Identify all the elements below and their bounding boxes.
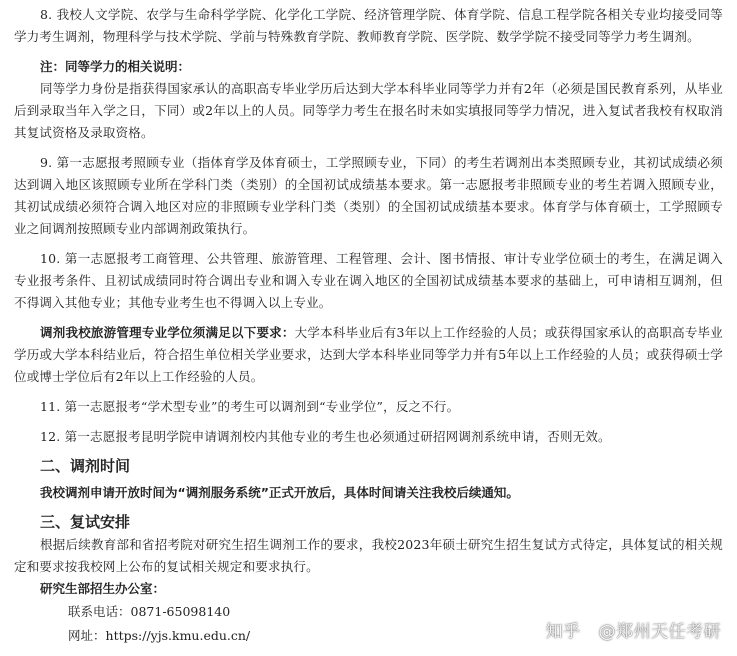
paragraph-11: 11. 第一志愿报考“学术型专业”的考生可以调剂到“专业学位”，反之不行。	[40, 399, 460, 414]
paragraph-8: 8. 我校人文学院、农学与生命科学学院、化学化工学院、经济管理学院、体育学院、信息工程学院各相关专业均接受同等学力考生调剂，物理科学与技术学院、学前与特殊教育学院、教师教育学院、医学院、数学学院不接受同等学力考生调剂。	[14, 7, 723, 44]
section-retest-body: 根据后续教育部和省招考院对研究生招生调剂工作的要求，我校2023年硕士研究生招生复试方式待定，具体复试的相关规定和要求按我校网上公布的复试相关规定和要求执行。	[14, 537, 723, 574]
watermark-separator	[587, 622, 593, 642]
note-body: 同等学力身份是指获得国家承认的高职高专毕业学历后达到大学本科毕业同等学力并有2年（必须是国民教育系列，从毕业后到录取当年入学之日，下同）或2年以上的人员。同等学力考生在报名时未如实填报同等学力情况，进入复试者我校有权取消其复试资格及录取资格。	[14, 81, 723, 140]
website-label: 网址：	[68, 628, 106, 643]
note-title: 注：同等学力的相关说明：	[40, 59, 191, 74]
section-adjustment-time-title: 二、调剂时间	[40, 457, 131, 475]
phone-label: 联系电话：	[68, 604, 131, 619]
website-link[interactable]: https://yjs.kmu.edu.cn/	[105, 628, 251, 643]
phone-value: 0871-65098140	[130, 604, 231, 619]
paragraph-12: 12. 第一志愿报考昆明学院申请调剂校内其他专业的考生也必须通过研招网调剂系统申请，否则无效。	[40, 429, 611, 444]
requirements-lead: 调剂我校旅游管理专业学位须满足以下要求：	[40, 325, 295, 340]
paragraph-9: 9. 第一志愿报考照顾专业（指体育学及体育硕士，工学照顾专业，下同）的考生若调剂出本类照顾专业，其初试成绩必须达到调入地区该照顾专业所在学科门类（类别）的全国初试成绩基本要求。第一志愿报考非照顾专业的考生若调入照顾专业，其初试成绩必须符合调入地区对应的非照顾专业学科门类（类别）的全国初试成绩基本要求。体育学与体育硕士，工学照顾专业之间调剂按照顾专业内部调剂政策执行。	[14, 155, 723, 236]
office-name: 研究生部招生办公室：	[40, 581, 166, 596]
section-adjustment-time-body: 我校调剂申请开放时间为“调剂服务系统”正式开放后，具体时间请关注我校后续通知。	[40, 485, 519, 500]
watermark	[546, 617, 721, 642]
watermark-author: @郑州天任考研	[598, 622, 721, 642]
section-retest-title: 三、复试安排	[40, 513, 131, 531]
watermark-platform: 知乎	[545, 622, 581, 642]
paragraph-10-requirements	[14, 322, 723, 388]
paragraph-10: 10. 第一志愿报考工商管理、公共管理、旅游管理、工程管理、会计、图书情报、审计专业学位硕士的考生，在满足调入专业报考条件、且初试成绩同时符合调出专业和调入专业在调入地区的全国初试成绩基本要求的基础上，可申请相互调剂，但不得调入其他专业；其他专业考生也不得调入以上专业。	[14, 251, 723, 310]
requirements-body: 大学本科毕业后有3年以上工作经验的人员；或获得国家承认的高职高专毕业学历或大学本科结业后，符合招生单位相关学业要求，达到大学本科毕业同等学力并有5年以上工作经验的人员；或获得硕士学位或博士学位后有2年以上工作经验的人员。	[14, 325, 723, 384]
